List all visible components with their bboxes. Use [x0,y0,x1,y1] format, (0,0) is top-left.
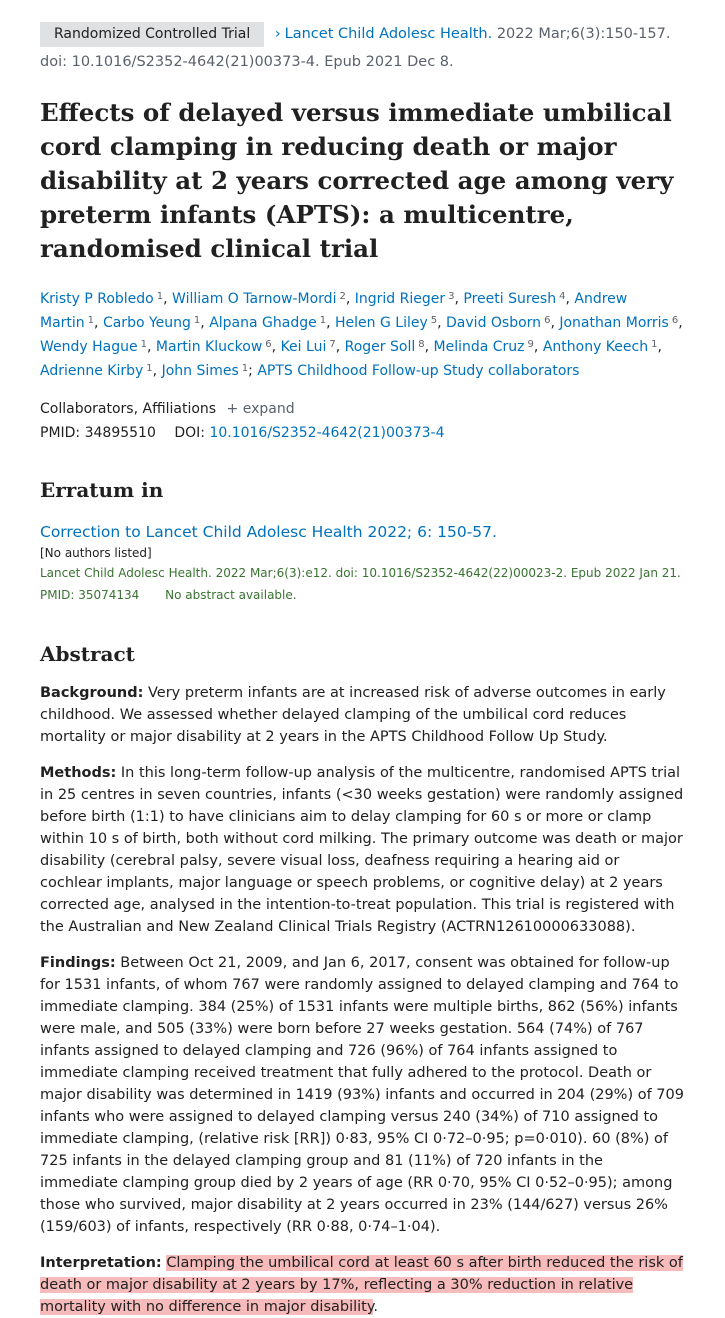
erratum-ids [40,584,685,606]
findings-text: Between Oct 21, 2009, and Jan 6, 2017, consent was obtained for follow-up for 1531 infants, of whom 767 were randomly assigned to delayed clamping and 764 to immediate clamping. 384 (25%) of 1531 infants were multiple births, 862 (56%) infants were male, and 505 (33%) were born before 27 weeks gestation. 564 (74%) of 767 infants assigned to delayed clamping and 726 (96%) of 764 infants assigned to immediate clamping received treatment that fully adhered to the protocol. Death or major disability was determined in 1419 (93%) infants and occurred in 204 (29%) of 709 infants who were assigned to delayed clamping versus 240 (34%) of 710 assigned to immediate clamping, (relative risk [RR]) 0·83, 95% CI 0·72–0·95; p=0·010). 60 (8%) of 725 infants in the delayed clamping group and 81 (11%) of 720 infants in the immediate clamping group died by 2 years of age (RR 0·70, 95% CI 0·52–0·95); among those who survived, major disability at 2 years occurred in 23% (144/627) versus 26% (159/603) of infants, respectively (RR 0·88, 0·74–1·04). [40,955,684,1235]
affiliation-number[interactable]: 4 [559,291,566,302]
author-separator: , [550,315,560,331]
article-meta [40,22,685,74]
correction-link[interactable]: Correction to Lancet Child Adolesc Health 2022; 6: 150-57. [40,523,497,541]
publication-date: 2022 Mar;6(3):150-157. [492,26,671,42]
author-list [40,286,685,382]
background-label: Background: [40,685,144,701]
author-link[interactable]: Carbo Yeung [102,315,191,331]
affiliation-number[interactable]: 9 [527,339,534,350]
interpretation-highlight: Clamping the umbilical cord at least 60 s after birth reduced the risk of death or major disability at 2 years by 17%, reflecting a 30% reduction in relative mortality with no difference in major disability [40,1255,683,1315]
collaborators-row [40,398,685,420]
interpretation-end: . [373,1299,378,1315]
pmid-label: PMID: [40,425,81,441]
doi-epub-line: doi: 10.1016/S2352-4642(21)00373-4. Epub 2021 Dec 8. [40,54,454,70]
affiliation-number[interactable]: 1 [651,339,658,350]
affiliation-number[interactable]: 1 [146,363,153,374]
publication-type-badge: Randomized Controlled Trial [40,22,264,47]
article-title: Effects of delayed versus immediate umbilical cord clamping in reducing death or major disability at 2 years corrected age among very preterm infants (APTS): a multicentre, randomised clinical trial [40,98,674,263]
author-link[interactable]: Kei Lui [280,339,327,355]
abstract-body [40,682,685,1318]
background-text: Very preterm infants are at increased risk of adverse outcomes in early childhood. We assessed whether delayed clamping of the umbilical cord reduces mortality or major disability at 2 years in the APTS Childhood Follow Up Study. [40,685,666,745]
affiliation-number[interactable]: 6 [671,315,679,326]
author-separator: , [345,291,355,307]
erratum-heading: Erratum in [40,478,164,502]
author-separator: , [147,339,156,355]
pmid-value: 34895510 [84,425,156,441]
author-separator: , [424,339,434,355]
affiliation-number[interactable]: 7 [329,339,336,350]
methods-label: Methods: [40,765,117,781]
author-separator: , [437,315,447,331]
erratum-citation: Lancet Child Adolesc Health. 2022 Mar;6(3):e12. doi: 10.1016/S2352-4642(22)00023-2. Epub 2022 Jan 21. [40,566,681,580]
author-separator: , [565,291,575,307]
affiliation-number[interactable]: 1 [140,339,147,350]
author-link[interactable]: Wendy Hague [40,339,138,355]
doi-label: DOI: [174,425,205,441]
interpretation-label: Interpretation: [40,1255,162,1271]
affiliation-number[interactable]: 2 [339,291,346,302]
author-link[interactable]: Jonathan Morris [559,315,669,331]
identifiers-row [40,422,685,444]
affiliation-number[interactable]: 1 [193,315,201,326]
author-link[interactable]: Andrew Martin [40,291,628,331]
erratum-authors-note: [No authors listed] [40,546,152,560]
abstract-methods [40,762,685,938]
journal-link[interactable]: Lancet Child Adolesc Health. [284,26,493,42]
author-link[interactable]: Preeti Suresh [463,291,557,307]
affiliation-number[interactable]: 1 [241,363,249,374]
author-link[interactable]: Kristy P Robledo [40,291,154,307]
author-separator: , [533,339,543,355]
abstract-interpretation [40,1252,685,1318]
author-separator: , [271,339,281,355]
author-link[interactable]: Martin Kluckow [155,339,263,355]
author-link[interactable]: David Osborn [446,315,542,331]
author-separator: , [326,315,335,331]
abstract-heading: Abstract [40,642,135,666]
author-link[interactable]: Melinda Cruz [433,339,525,355]
affiliation-number[interactable]: 6 [544,315,551,326]
abstract-findings [40,952,685,1238]
author-separator: , [454,291,464,307]
affiliation-number[interactable]: 6 [265,339,272,350]
abstract-background [40,682,685,748]
affiliation-number[interactable]: 5 [430,315,438,326]
author-separator: , [152,363,162,379]
author-separator: , [678,315,683,331]
author-separator: , [200,315,210,331]
author-link[interactable]: Alpana Ghadge [209,315,317,331]
affiliation-number[interactable]: 3 [448,291,455,302]
doi-link[interactable]: 10.1016/S2352-4642(21)00373-4 [209,425,445,441]
author-separator: , [657,339,662,355]
methods-text: In this long-term follow-up analysis of the multicentre, randomised APTS trial in 25 centres in seven countries, infants (<30 weeks gestation) were randomly assigned before birth (1:1) to have clinicians aim to delay clamping for 60 s or more or clamp within 10 s of birth, both without cord milking. The primary outcome was death or major disability (cerebral palsy, severe visual loss, deafness requiring a hearing aid or cochlear implants, major language or speech problems, or cognitive delay) at 2 years corrected age, analysed in the intention-to-treat population. This trial is registered with the Australian and New Zealand Clinical Trials Registry (ACTRN12610000633088). [40,765,684,935]
author-link[interactable]: Roger Soll [344,339,416,355]
affiliation-number[interactable]: 8 [418,339,425,350]
affiliation-number[interactable]: 1 [319,315,327,326]
author-separator: , [335,339,345,355]
author-link[interactable]: Helen G Liley [335,315,428,331]
erratum-no-abstract: No abstract available. [165,588,297,602]
author-link[interactable]: Anthony Keech [542,339,649,355]
author-link[interactable]: John Simes [161,363,239,379]
author-separator: ; [248,363,258,379]
affiliation-number[interactable]: 1 [87,315,95,326]
author-link[interactable]: William O Tarnow-Mordi [172,291,337,307]
author-link[interactable]: Ingrid Rieger [354,291,446,307]
findings-label: Findings: [40,955,116,971]
expand-button[interactable]: + expand [226,401,295,417]
author-separator: , [163,291,173,307]
author-link[interactable]: Adrienne Kirby [40,363,144,379]
erratum-pmid: PMID: 35074134 [40,588,140,602]
chevron-right-icon: › [274,26,281,42]
collaborators-label: Collaborators, Affiliations [40,401,217,417]
affiliation-number[interactable]: 1 [156,291,164,302]
collaborator-group-link[interactable]: APTS Childhood Follow-up Study collaborators [257,363,580,379]
author-separator: , [94,315,103,331]
